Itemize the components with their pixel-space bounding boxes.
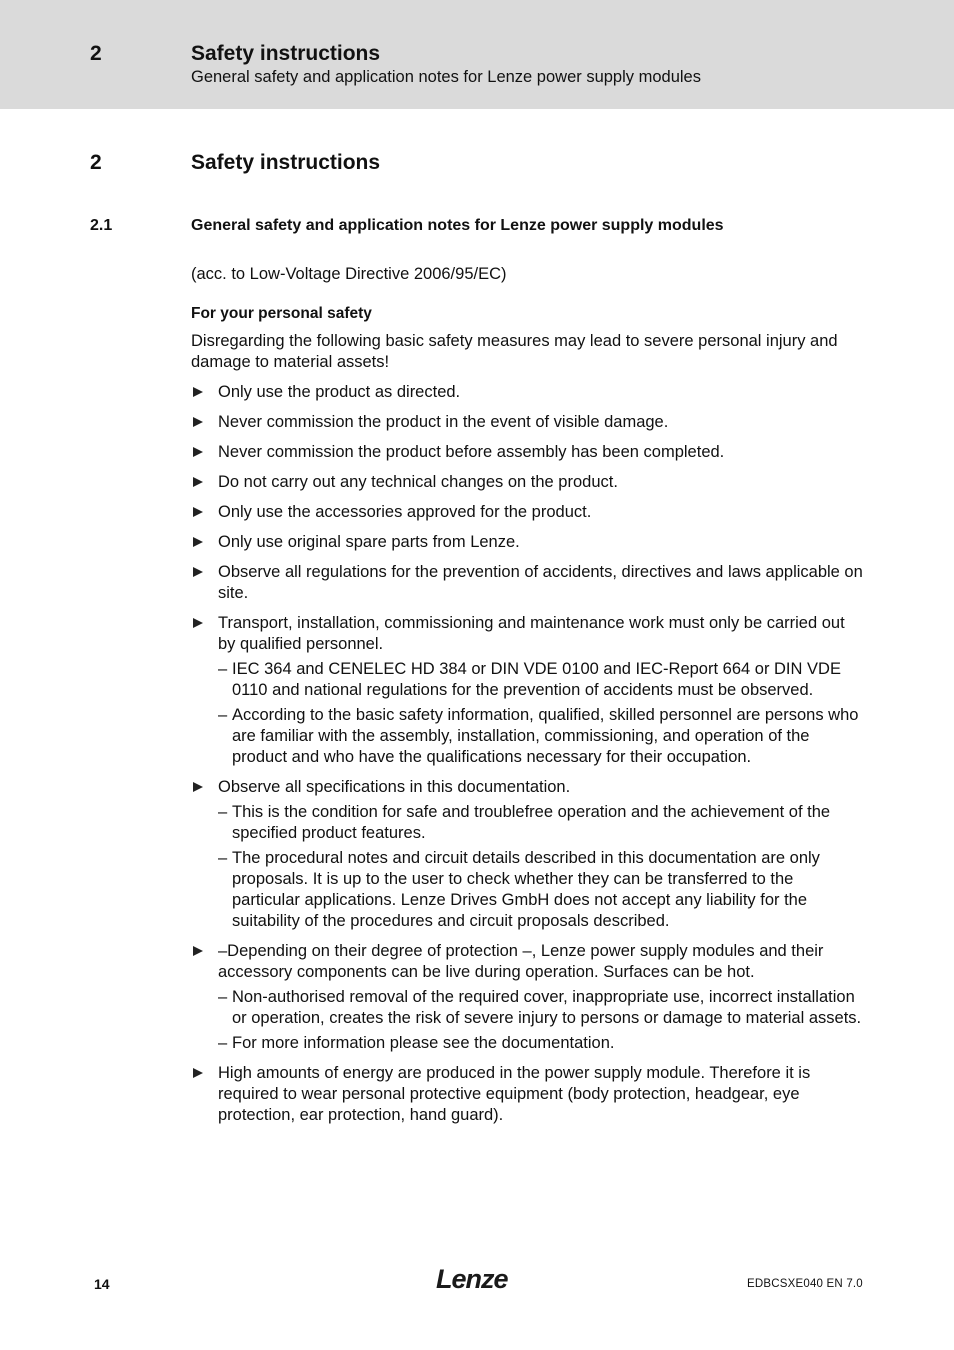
page-number: 14 <box>94 1276 110 1292</box>
running-header <box>0 0 954 109</box>
main-content <box>191 264 865 1135</box>
triangle-bullet-icon <box>193 417 203 427</box>
safety-bullet-list <box>191 382 865 1126</box>
sub-item <box>218 848 865 932</box>
triangle-bullet-icon <box>193 477 203 487</box>
dash-marker: – <box>218 803 228 821</box>
bullet-item <box>191 613 865 768</box>
bullet-item <box>191 472 865 493</box>
section-title: Safety instructions <box>191 151 381 174</box>
sub-item-text: This is the condition for safe and troublefree operation and the achievement of the specified product features. <box>232 803 831 842</box>
lenze-logo <box>436 1264 516 1299</box>
sub-item-text: According to the basic safety information, qualified, skilled personnel are persons who are familiar with the assembly, installation, commissioning, and operation of the product and who have the qualifications necessary for their occupation. <box>232 706 859 766</box>
triangle-bullet-icon <box>193 387 203 397</box>
dash-marker: – <box>218 988 228 1006</box>
sub-item-text: IEC 364 and CENELEC HD 384 or DIN VDE 0100 and IEC-Report 664 or DIN VDE 0110 and national regulations for the prevention of accidents must be observed. <box>232 660 841 699</box>
sub-item <box>218 1033 865 1054</box>
directive-note: (acc. to Low-Voltage Directive 2006/95/EC) <box>191 265 507 283</box>
sub-item-list <box>218 659 865 768</box>
bullet-item <box>191 777 865 932</box>
triangle-bullet-icon <box>193 618 203 628</box>
sub-item-text: The procedural notes and circuit details described in this documentation are only proposals. It is up to the user to check whether they can be transferred to the particular applications. Lenze Drives GmbH does not accept any liability for the suitability of the procedures and circuit proposals described. <box>232 849 820 930</box>
triangle-bullet-icon <box>193 447 203 457</box>
lenze-logo-graphic <box>436 1264 516 1294</box>
triangle-bullet-icon <box>193 507 203 517</box>
header-chapter-number: 2 <box>90 42 102 65</box>
sub-item <box>218 802 865 844</box>
sub-item-text: For more information please see the documentation. <box>232 1034 615 1052</box>
subsection-number: 2.1 <box>90 217 113 234</box>
dash-marker: – <box>218 849 228 867</box>
bullet-item <box>191 502 865 523</box>
header-chapter-title: Safety instructions <box>191 42 381 65</box>
triangle-bullet-icon <box>193 946 203 956</box>
personal-safety-heading: For your personal safety <box>191 305 372 322</box>
bullet-text: High amounts of energy are produced in the power supply module. Therefore it is required to wear personal protective equipment (body protection, headgear, eye protection, ear protection, hand guard). <box>218 1064 811 1124</box>
sub-item <box>218 659 865 701</box>
bullet-item <box>191 941 865 1054</box>
bullet-item <box>191 412 865 433</box>
section-number: 2 <box>90 151 102 174</box>
bullet-text: Transport, installation, commissioning and maintenance work must only be carried out by qualified personnel. <box>218 614 845 653</box>
lenze-logo-text: Lenze <box>436 1264 508 1294</box>
dash-marker: – <box>218 706 228 724</box>
triangle-bullet-icon <box>193 782 203 792</box>
bullet-text: Only use original spare parts from Lenze. <box>218 533 520 551</box>
bullet-text: Only use the product as directed. <box>218 383 461 401</box>
bullet-text: Do not carry out any technical changes on the product. <box>218 473 618 491</box>
intro-paragraph: Disregarding the following basic safety measures may lead to severe personal injury and damage to material assets! <box>191 332 838 371</box>
bullet-item <box>191 1063 865 1126</box>
triangle-bullet-icon <box>193 1068 203 1078</box>
bullet-text: Observe all specifications in this documentation. <box>218 778 571 796</box>
header-subtitle: General safety and application notes for Lenze power supply modules <box>191 68 701 86</box>
bullet-text: Never commission the product in the event of visible damage. <box>218 413 669 431</box>
bullet-text: Observe all regulations for the prevention of accidents, directives and laws applicable on site. <box>218 563 863 602</box>
dash-marker: – <box>218 1034 228 1052</box>
bullet-item <box>191 532 865 553</box>
bullet-text: Never commission the product before assembly has been completed. <box>218 443 725 461</box>
sub-item <box>218 987 865 1029</box>
subsection-title: General safety and application notes for Lenze power supply modules <box>191 217 724 234</box>
sub-item <box>218 705 865 768</box>
sub-item-list <box>218 987 865 1054</box>
bullet-text: –Depending on their degree of protection –, Lenze power supply modules and their accessory components can be live during operation. Surfaces can be hot. <box>218 942 824 981</box>
dash-marker: – <box>218 660 228 678</box>
bullet-item <box>191 442 865 463</box>
bullet-text: Only use the accessories approved for the product. <box>218 503 592 521</box>
bullet-item <box>191 382 865 403</box>
sub-item-list <box>218 802 865 932</box>
document-id: EDBCSXE040 EN 7.0 <box>747 1278 863 1290</box>
triangle-bullet-icon <box>193 537 203 547</box>
triangle-bullet-icon <box>193 567 203 577</box>
bullet-item <box>191 562 865 604</box>
sub-item-text: Non-authorised removal of the required cover, inappropriate use, incorrect installation or operation, creates the risk of severe injury to persons or damage to material assets. <box>232 988 862 1027</box>
